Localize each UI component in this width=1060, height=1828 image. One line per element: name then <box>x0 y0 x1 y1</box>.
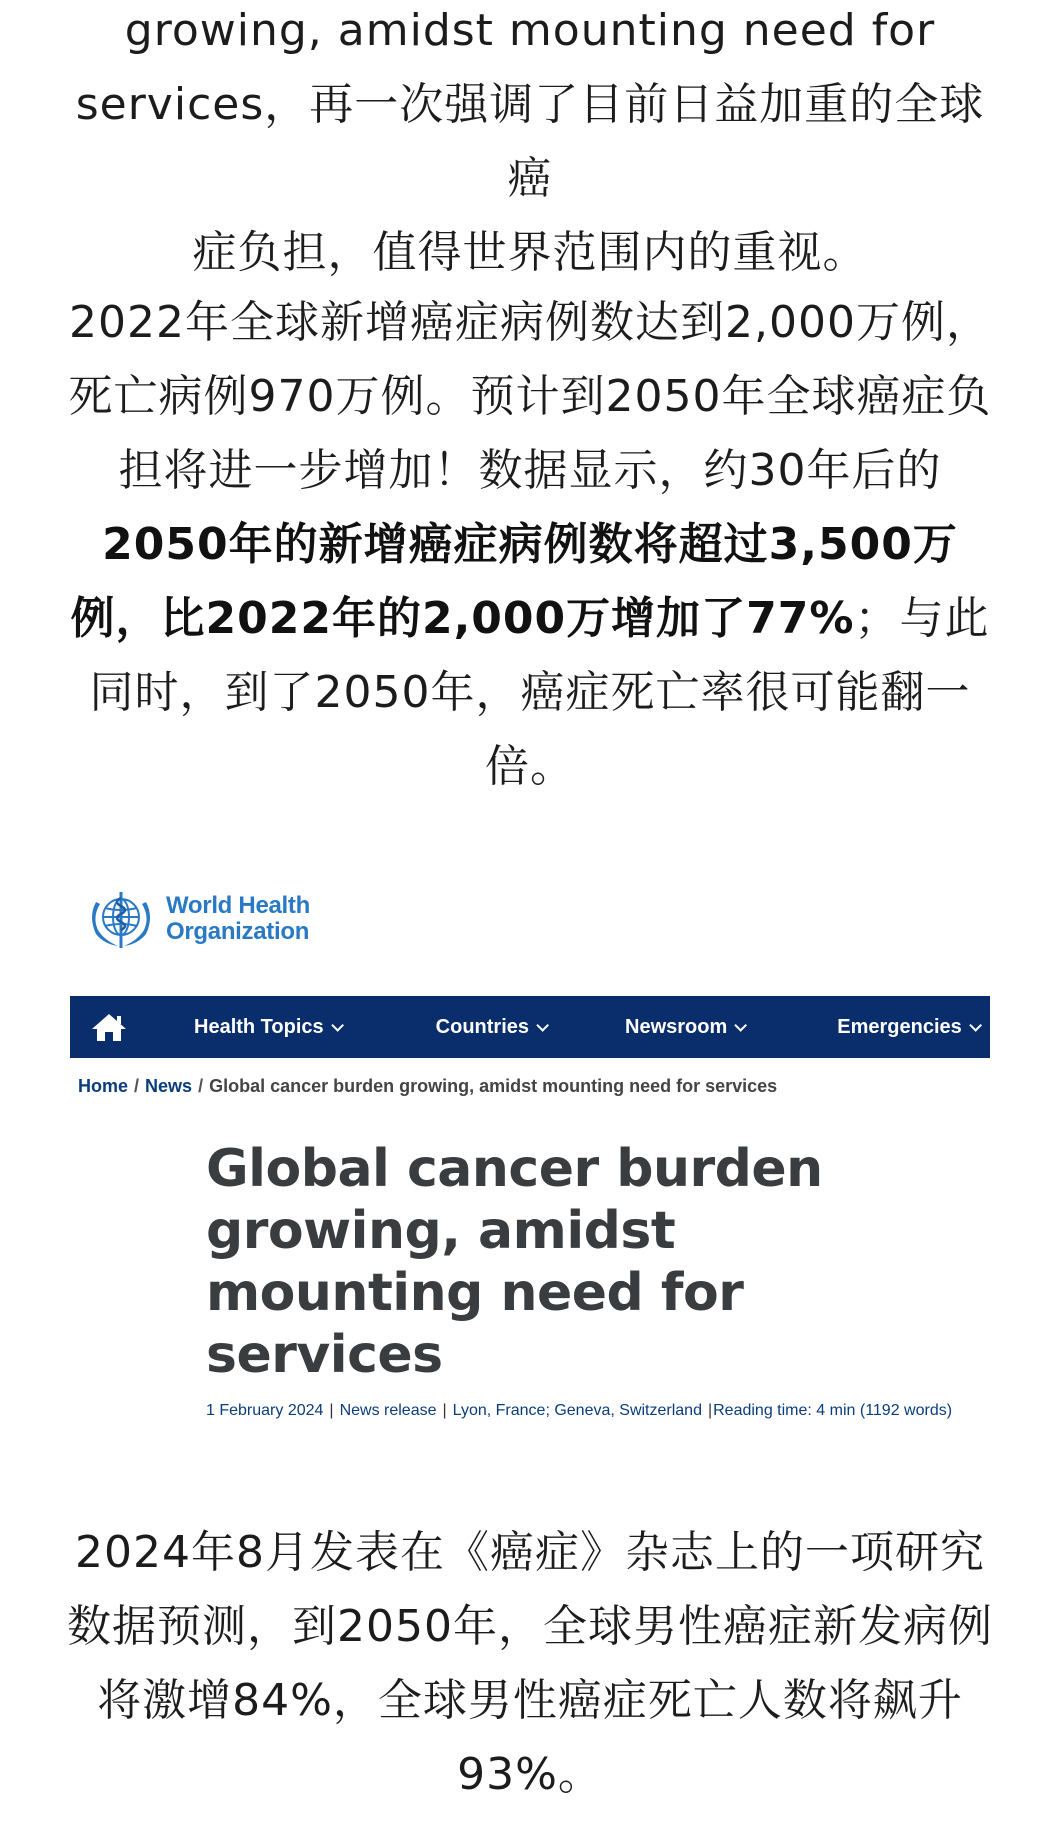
nav-item-health-topics[interactable] <box>194 1016 340 1039</box>
chevron-down-icon <box>735 1019 748 1032</box>
chevron-down-icon <box>331 1019 344 1032</box>
nav-item-emergencies[interactable] <box>837 1016 978 1039</box>
article-type[interactable]: News release <box>339 1402 437 1419</box>
article-location: Lyon, France; Geneva, Switzerland <box>452 1402 702 1419</box>
chevron-down-icon <box>969 1019 982 1032</box>
chevron-down-icon <box>536 1019 549 1032</box>
who-nav-bar <box>70 996 990 1058</box>
article-meta <box>206 1402 952 1420</box>
breadcrumb-current: Global cancer burden growing, amidst mounting need for services <box>209 1076 778 1096</box>
meta-separator: | <box>329 1402 334 1419</box>
nav-label-newsroom: Newsroom <box>625 1015 728 1038</box>
breadcrumb-news-link[interactable]: News <box>145 1076 193 1096</box>
article-reading-time: Reading time: 4 min (1192 words) <box>713 1402 953 1419</box>
breadcrumb-separator: / <box>198 1076 204 1096</box>
stats-highlight: 2050年的新增癌症病例数将超过3,500万例，比2022年的2,000万增加了77% <box>70 519 958 644</box>
intro-line-3: 症负担，值得世界范围内的重视。 <box>192 227 868 278</box>
stats-paragraph <box>60 286 1000 804</box>
who-logo-line-2: Organization <box>166 918 310 945</box>
meta-separator: | <box>707 1402 713 1419</box>
who-logo-line-1: World Health <box>166 892 310 919</box>
article-title: Global cancer burden growing, amidst mounting need for services <box>206 1139 823 1385</box>
breadcrumb-home-link[interactable]: Home <box>78 1076 129 1096</box>
nav-label-countries: Countries <box>435 1015 529 1038</box>
nav-item-countries[interactable] <box>436 1016 545 1039</box>
who-emblem-icon <box>82 884 160 954</box>
article-date: 1 February 2024 <box>206 1402 324 1419</box>
intro-line-1: growing, amidst mounting need for <box>124 5 936 56</box>
intro-line-2: services，再一次强调了目前日益加重的全球癌 <box>75 79 985 204</box>
who-logo[interactable] <box>82 884 310 954</box>
stats-text-1: 2022年全球新增癌症病例数达到2,000万例，死亡病例970万例。预计到2050年全球癌症负担将进一步增加！数据显示，约30年后的 <box>68 297 992 496</box>
stats-text-2: ；与此同时，到了2050年，癌症死亡率很可能翻一倍。 <box>89 593 990 792</box>
nav-label-health-topics: Health Topics <box>194 1015 324 1038</box>
nav-label-emergencies: Emergencies <box>837 1015 962 1038</box>
outro-paragraph: 2024年8月发表在《癌症》杂志上的一项研究数据预测，到2050年，全球男性癌症新发病例将激增84%，全球男性癌症死亡人数将飙升93%。 <box>67 1527 993 1800</box>
nav-home-button[interactable] <box>80 996 138 1058</box>
meta-separator: | <box>442 1402 447 1419</box>
breadcrumb-separator: / <box>134 1076 140 1096</box>
nav-item-newsroom[interactable] <box>625 1016 743 1039</box>
breadcrumb <box>78 1076 777 1097</box>
intro-paragraph <box>60 0 1000 290</box>
who-logo-text <box>166 893 310 945</box>
who-news-screenshot <box>70 870 990 1470</box>
home-icon <box>90 1011 128 1043</box>
